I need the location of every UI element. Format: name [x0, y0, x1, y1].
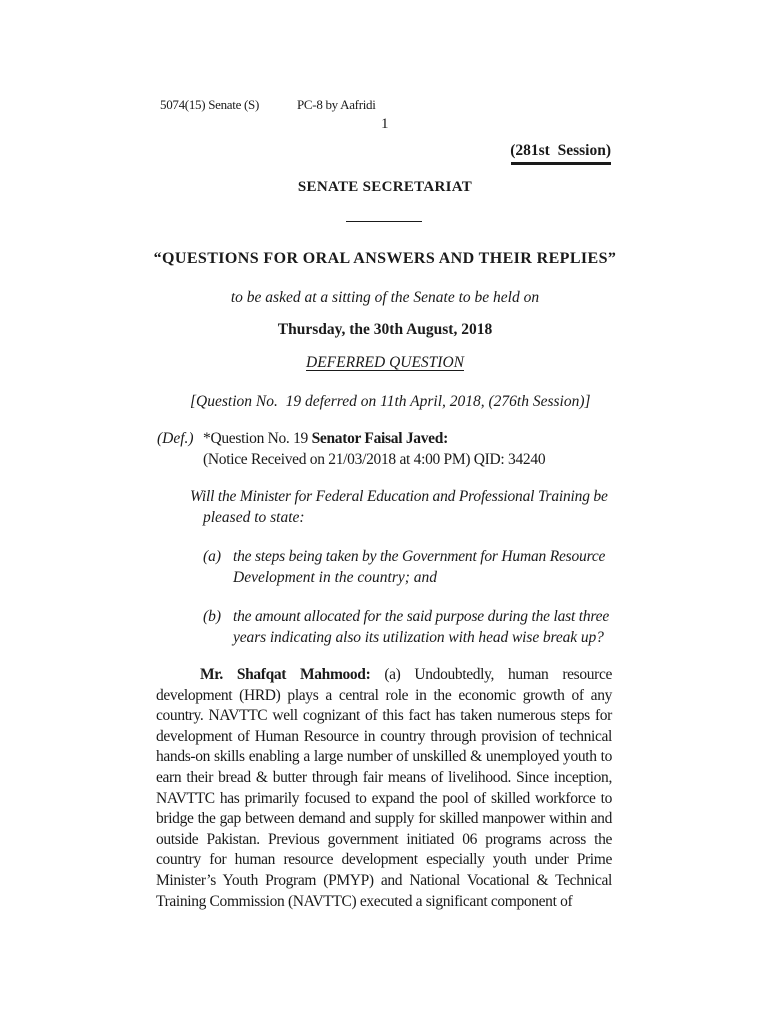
session-label: (281st Session) [510, 142, 611, 159]
item-a-line2: Development in the country; and [233, 569, 438, 586]
sitting-subheading: to be asked at a sitting of the Senate to be held on [230, 289, 540, 306]
document-reference: 5074(15) Senate (S) [160, 97, 259, 112]
question-intro-line2: pleased to state: [203, 509, 305, 526]
answer-paragraph [156, 665, 612, 912]
deferred-question-text: DEFERRED QUESTION [306, 354, 464, 371]
answer-text: (a) Undoubtedly, human resource development (HRD) plays a central role in the economic growth of any country. NAVTTC well cognizant of this fact has taken numerous steps for development of Human Resource in country through provision of technical hands-on skills enabling a large number of unskilled & unemployed youth to earn their bread & butter through fair means of livelihood. Since inception, NAVTTC has primarily focused to expand the pool of skilled workforce to bridge the gap between demand and supply for skilled manpower within and outside Pakistan. Previous government initiated 06 programs across the country for human resource development especially youth under Prime Minister’s Youth Program (PMYP) and National Vocational & Technical Training Commission (NAVTTC) executed a significant component of [156, 666, 613, 910]
notice-line: (Notice Received on 21/03/2018 at 4:00 PM) QID: 34240 [203, 451, 546, 468]
prepared-by: PC-8 by Aafridi [297, 97, 376, 112]
question-intro-line1: Will the Minister for Federal Education and Professional Training be [190, 488, 608, 505]
page-number: 1 [381, 116, 389, 132]
title-divider [346, 221, 422, 222]
question-header [203, 430, 448, 448]
item-a-label: (a) [203, 548, 222, 565]
item-b-label: (b) [203, 608, 222, 625]
secretariat-heading: SENATE SECRETARIAT [297, 179, 473, 195]
item-a-line1: the steps being taken by the Government for Human Resource [233, 548, 606, 565]
deferred-question-label [0, 354, 770, 372]
deferred-note: [Question No. 19 deferred on 11th April, 2018, (276th Session)] [190, 393, 591, 410]
session-underline [511, 162, 611, 165]
main-heading: “QUESTIONS FOR ORAL ANSWERS AND THEIR REPLIES” [153, 250, 617, 267]
item-b-line1: the amount allocated for the said purpose during the last three [233, 608, 610, 625]
sitting-date: Thursday, the 30th August, 2018 [277, 321, 493, 338]
def-label: (Def.) [157, 430, 194, 447]
respondent-name: Mr. Shafqat Mahmood: [200, 666, 371, 683]
question-number: *Question No. 19 [203, 430, 308, 447]
item-b-line2: years indicating also its utilization with head wise break up? [233, 629, 604, 646]
senator-name: Senator Faisal Javed: [311, 430, 448, 447]
